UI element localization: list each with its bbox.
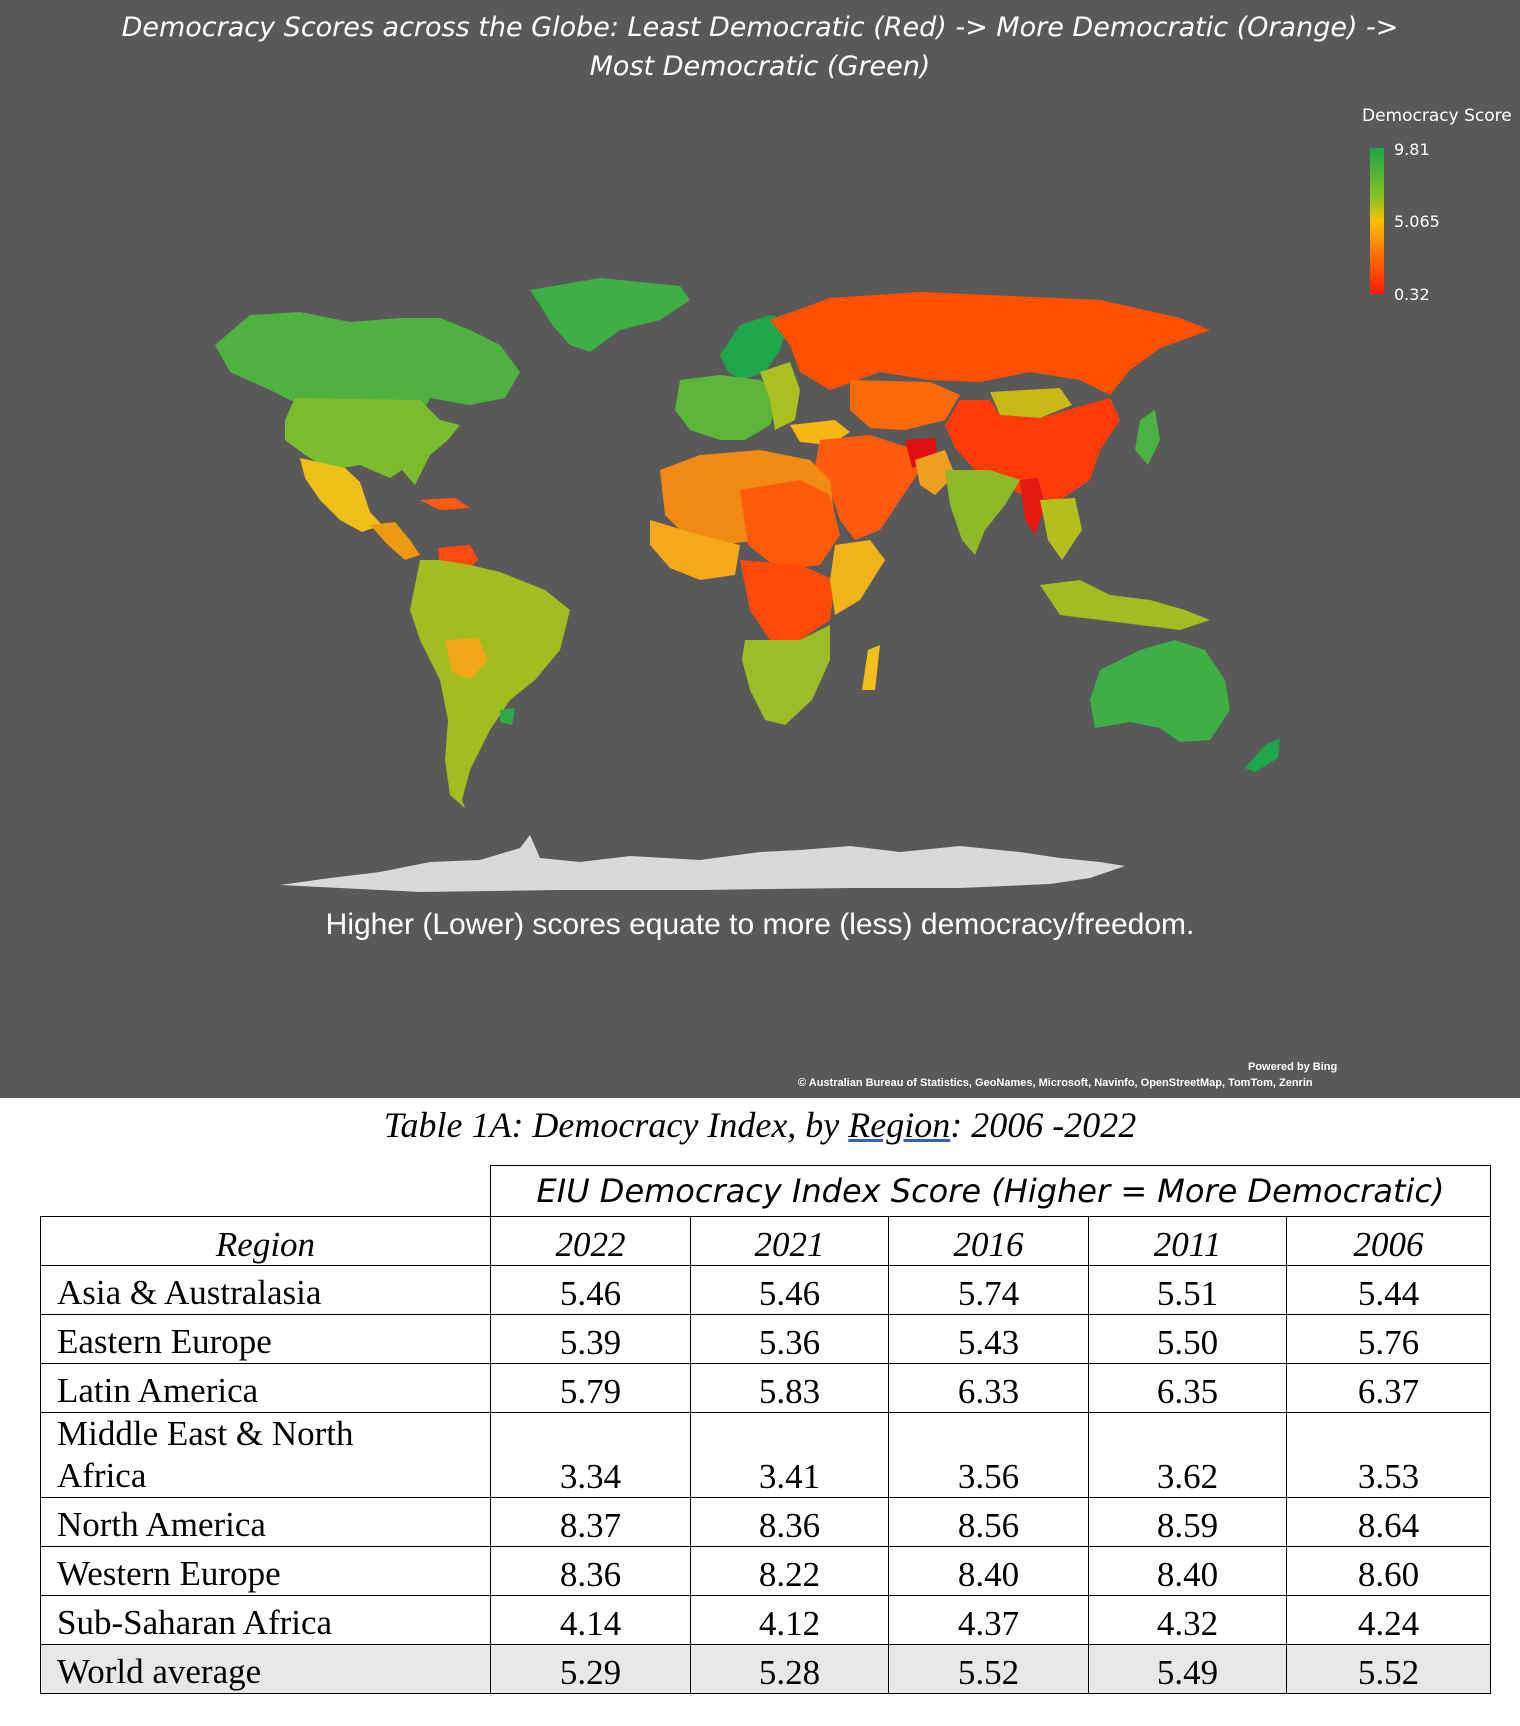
column-header: 2011 [1089, 1217, 1287, 1266]
score-cell: 3.62 [1089, 1413, 1287, 1498]
region-name-line: Sub-Saharan Africa [57, 1603, 333, 1642]
score-cell: 8.60 [1287, 1547, 1491, 1596]
header-blank-cell [41, 1166, 491, 1217]
region-name-line: Middle East & North [57, 1414, 354, 1453]
region-russia [770, 292, 1210, 395]
region-name-cell [41, 1596, 491, 1645]
region-name-line: Asia & Australasia [57, 1273, 322, 1312]
column-header: 2016 [889, 1217, 1089, 1266]
score-cell: 3.56 [889, 1413, 1089, 1498]
region-uruguay [500, 708, 515, 725]
score-cell: 8.59 [1089, 1498, 1287, 1547]
region-greenland [530, 278, 690, 352]
score-cell: 8.22 [691, 1547, 889, 1596]
score-cell: 4.14 [491, 1596, 691, 1645]
score-cell: 8.56 [889, 1498, 1089, 1547]
region-cuba [420, 498, 470, 510]
score-cell: 5.83 [691, 1364, 889, 1413]
score-cell: 4.32 [1089, 1596, 1287, 1645]
score-cell: 5.28 [691, 1645, 889, 1694]
score-cell: 8.40 [889, 1547, 1089, 1596]
score-cell: 5.43 [889, 1315, 1089, 1364]
score-cell: 8.40 [1089, 1547, 1287, 1596]
region-se-asia [1040, 498, 1082, 560]
region-name-line: Eastern Europe [57, 1322, 272, 1361]
score-cell: 6.37 [1287, 1364, 1491, 1413]
region-south-america [410, 560, 570, 808]
region-western-europe [675, 375, 780, 440]
region-new-zealand [1245, 738, 1280, 772]
score-cell: 6.35 [1089, 1364, 1287, 1413]
table-row [41, 1596, 1491, 1645]
column-header: 2021 [691, 1217, 889, 1266]
region-name-line: North America [57, 1505, 266, 1544]
table-row [41, 1645, 1491, 1694]
region-antarctica [280, 835, 1125, 892]
score-cell: 8.36 [691, 1498, 889, 1547]
region-name-line: Africa [57, 1456, 147, 1495]
region-name-cell [41, 1547, 491, 1596]
region-name-line: World average [57, 1652, 262, 1691]
legend-color-scale [1370, 148, 1384, 294]
legend-tick-mid: 5.065 [1394, 212, 1440, 231]
table-row [41, 1547, 1491, 1596]
score-cell: 8.64 [1287, 1498, 1491, 1547]
score-cell: 4.37 [889, 1596, 1089, 1645]
score-cell: 5.52 [889, 1645, 1089, 1694]
table-row [41, 1498, 1491, 1547]
score-cell: 8.37 [491, 1498, 691, 1547]
region-central-america [370, 522, 420, 560]
score-cell: 5.46 [691, 1266, 889, 1315]
table-row [41, 1266, 1491, 1315]
score-cell: 5.50 [1089, 1315, 1287, 1364]
table-row [41, 1364, 1491, 1413]
region-name-cell [41, 1498, 491, 1547]
democracy-index-table [40, 1165, 1491, 1694]
score-cell: 3.34 [491, 1413, 691, 1498]
table-row [41, 1413, 1491, 1498]
score-cell: 5.76 [1287, 1315, 1491, 1364]
table-title [0, 1104, 1520, 1146]
table-title-prefix: Table 1A: Democracy Index, by [383, 1105, 849, 1145]
attribution-powered-by: Powered by Bing [1248, 1061, 1338, 1073]
score-cell: 6.33 [889, 1364, 1089, 1413]
region-name-cell [41, 1645, 491, 1694]
score-cell: 3.53 [1287, 1413, 1491, 1498]
region-indonesia [1040, 580, 1210, 630]
region-sahel [740, 480, 840, 570]
score-cell: 5.29 [491, 1645, 691, 1694]
region-southern-africa [742, 625, 830, 725]
score-cell: 3.41 [691, 1413, 889, 1498]
table-body [41, 1266, 1491, 1694]
score-cell: 5.79 [491, 1364, 691, 1413]
score-cell: 5.51 [1089, 1266, 1287, 1315]
column-header: 2022 [491, 1217, 691, 1266]
table-row [41, 1315, 1491, 1364]
score-cell: 8.36 [491, 1547, 691, 1596]
region-central-asia [850, 380, 960, 430]
table-title-suffix: : 2006 -2022 [950, 1105, 1137, 1145]
row-header-region: Region [41, 1217, 491, 1266]
region-name-cell [41, 1266, 491, 1315]
score-cell: 4.12 [691, 1596, 889, 1645]
region-name-cell [41, 1413, 491, 1498]
region-name-cell [41, 1364, 491, 1413]
table-title-region: Region [848, 1105, 951, 1145]
map-title: Democracy Scores across the Globe: Least Democratic (Red) -> More Democratic (Orange) -> Most Democratic (Green) [121, 12, 1399, 82]
score-cell: 5.74 [889, 1266, 1089, 1315]
region-central-africa [740, 560, 835, 640]
region-name-line: Western Europe [57, 1554, 281, 1593]
score-cell: 4.24 [1287, 1596, 1491, 1645]
region-name-line: Latin America [57, 1371, 259, 1410]
attribution-credit: © Australian Bureau of Statistics, GeoNames, Microsoft, Navinfo, OpenStreetMap, TomTom, Zenrin [798, 1077, 1313, 1089]
column-header: 2006 [1287, 1217, 1491, 1266]
score-cell: 5.52 [1287, 1645, 1491, 1694]
map-note: Higher (Lower) scores equate to more (less) democracy/freedom. [325, 908, 1195, 941]
score-cell: 5.49 [1089, 1645, 1287, 1694]
score-cell: 5.46 [491, 1266, 691, 1315]
legend-tick-max: 9.81 [1394, 140, 1430, 159]
score-cell: 5.39 [491, 1315, 691, 1364]
score-cell: 5.44 [1287, 1266, 1491, 1315]
score-cell: 5.36 [691, 1315, 889, 1364]
region-name-cell [41, 1315, 491, 1364]
region-japan [1135, 410, 1160, 465]
legend-tick-min: 0.32 [1394, 285, 1430, 304]
super-header: EIU Democracy Index Score (Higher = More Democratic) [491, 1166, 1491, 1217]
region-east-africa [830, 540, 885, 615]
region-india [945, 470, 1020, 555]
legend-title: Democracy Score [1362, 106, 1512, 126]
region-madagascar [862, 645, 880, 690]
region-australia [1090, 640, 1230, 742]
